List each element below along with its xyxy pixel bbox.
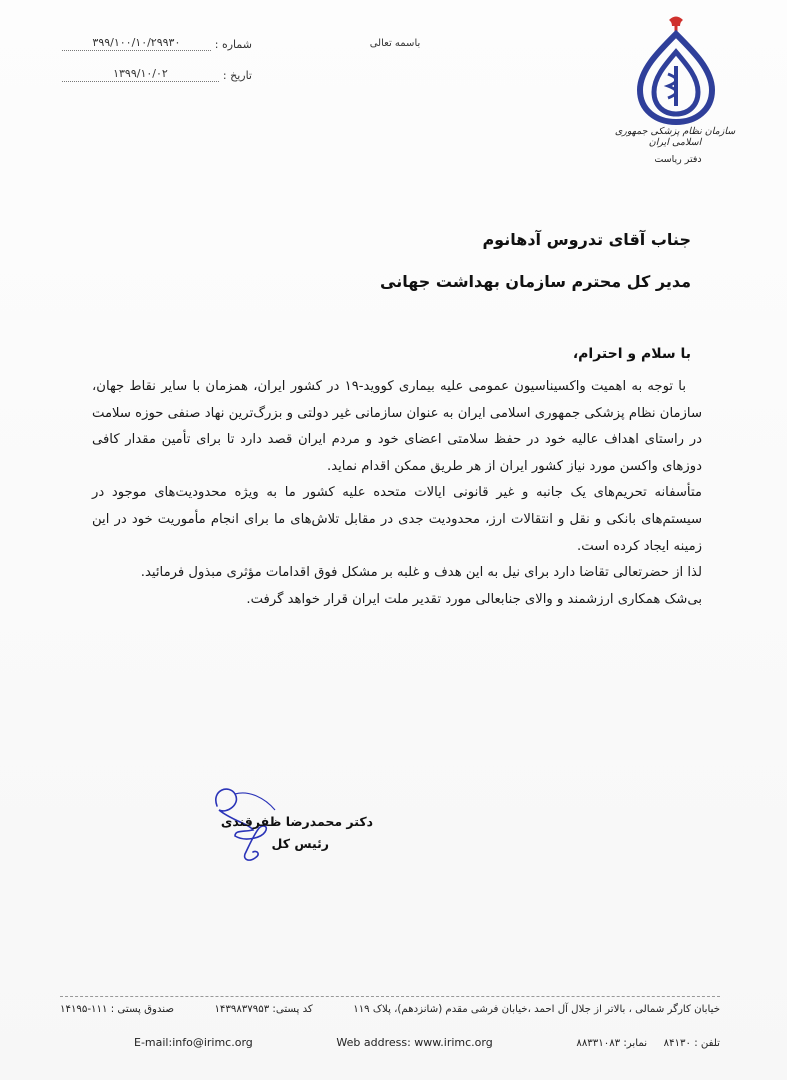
paragraph-2: متأسفانه تحریم‌های یک جانبه و غیر قانونی ایالات متحده علیه کشور ما به ویژه محدودیت‌های موجود در سیستم‌های بانکی و نقل و انتقالات ارز، محدودیت جدی در مقابل تلاش‌های ما برای انجام مأموریت خود در این زمینه ایجاد کرده است. — [92, 485, 702, 554]
date-row — [62, 67, 252, 82]
number-row — [62, 36, 252, 51]
recipient-name: جناب آقای تدروس آدهانوم — [482, 230, 691, 249]
footer-po-box: صندوق پستی : ۱۱۱-۱۴۱۹۵ — [60, 1004, 175, 1015]
date-value: ۱۳۹۹/۱۰/۰۲ — [62, 67, 219, 82]
organization-name: سازمان نظام پزشکی جمهوری اسلامی ایران — [614, 126, 736, 148]
footer-postal-code: کد پستی: ۱۴۳۹۸۳۷۹۵۳ — [214, 1004, 313, 1015]
paragraph-4: بی‌شک همکاری ارزشمند و والای جنابعالی مورد تقدیر ملت ایران قرار خواهد گرفت. — [246, 591, 702, 607]
medical-council-logo-icon — [636, 14, 716, 126]
signer-title: رئیس کل — [271, 836, 329, 851]
number-label: شماره : — [214, 38, 252, 51]
footer-email-link[interactable]: E-mail:info@irimc.org — [134, 1036, 253, 1049]
footer-address-row — [60, 1004, 720, 1015]
paragraph-3: لذا از حضرتعالی تقاضا دارد برای نیل به این هدف و غلبه بر مشکل فوق اقدامات مؤثری مبذول فرمائید. — [140, 565, 702, 581]
footer-web-link[interactable]: Web address: www.irimc.org — [336, 1036, 493, 1049]
footer-phone: تلفن : ۸۴۱۳۰ — [663, 1038, 720, 1049]
footer-divider — [60, 996, 720, 997]
recipient-title: مدیر کل محترم سازمان بهداشت جهانی — [380, 272, 691, 291]
office-name: دفتر ریاست — [654, 154, 702, 165]
date-label: تاریخ : — [222, 69, 252, 82]
number-value: ۳۹۹/۱۰۰/۱۰/۲۹۹۳۰ — [62, 36, 211, 51]
footer-fax: نمابر: ۸۸۳۳۱۰۸۳ — [576, 1038, 648, 1049]
reference-block — [62, 36, 252, 98]
paragraph-1: با توجه به اهمیت واکسیناسیون عمومی علیه بیماری کووید-۱۹ در کشور ایران، همزمان با سایر نقاط جهان، سازمان نظام پزشکی جمهوری اسلامی ایران به عنوان سازمانی غیر دولتی و بزرگ‌ترین نهاد صنفی حوزه سلامت در راستای اهداف عالیه خود در حفظ سلامتی اعضای خود و مردم ایران قصد دارد تا برای تأمین مقدار کافی دوزهای واکسن مورد نیاز کشور ایران از هر طریق ممکن اقدام نماید. — [92, 379, 702, 474]
letter-body — [92, 374, 702, 613]
salutation: با سلام و احترام، — [572, 346, 691, 362]
signer-name: دکتر محمدرضا ظفرقندی — [220, 814, 373, 829]
basmala: باسمه تعالی — [369, 38, 421, 49]
footer-address: خیابان کارگر شمالی ، بالاتر از جلال آل احمد ،خیابان فرشی مقدم (شانزدهم)، پلاک ۱۱۹ — [353, 1004, 720, 1015]
footer-contact-row — [134, 1036, 720, 1049]
